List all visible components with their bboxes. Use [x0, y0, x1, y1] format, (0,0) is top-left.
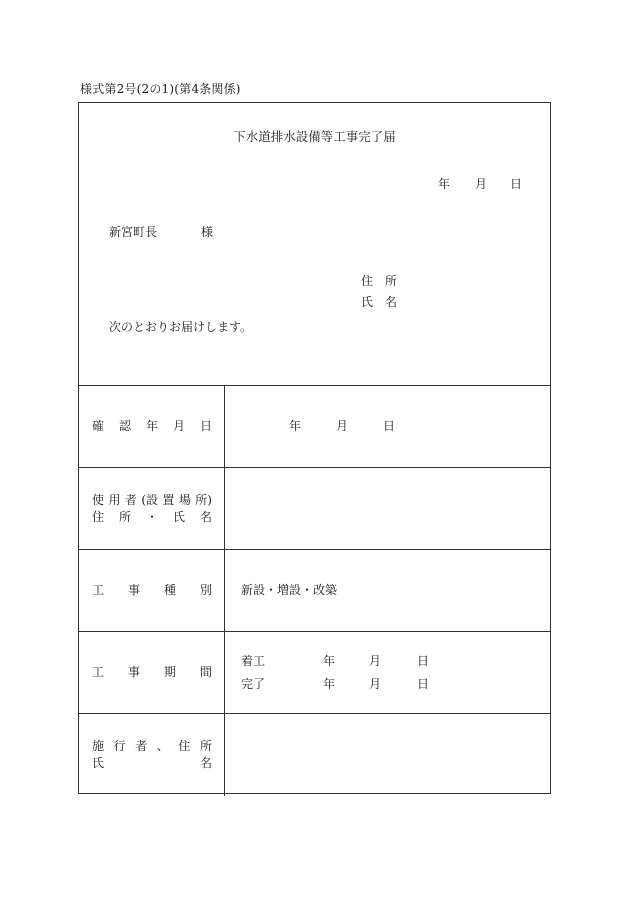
row-work-type: [79, 550, 550, 632]
confirm-year-label: 年: [289, 419, 302, 433]
applicant-address-label[interactable]: 住 所: [361, 274, 398, 288]
addressee-honorific: 様: [201, 225, 214, 239]
confirmation-date-label: 確 認 年 月 日: [79, 386, 225, 467]
contractor-label: 施 行 者 、 住 所 氏 名: [79, 714, 225, 796]
submission-date[interactable]: [438, 175, 522, 192]
applicant-block: [361, 271, 397, 313]
statement-text: 次のとおりお届けします。: [109, 320, 253, 334]
contractor-field[interactable]: [225, 714, 550, 796]
date-day-label: 日: [509, 177, 522, 191]
work-type-field[interactable]: [225, 550, 550, 631]
user-info-label: 使 用 者 (設 置 場 所) 住 所 ・ 氏 名: [79, 468, 225, 549]
addressee: [109, 223, 213, 240]
date-year-label: 年: [437, 177, 450, 191]
confirm-day-label: 日: [383, 419, 396, 433]
completion-report-form: [78, 102, 551, 794]
confirmation-date-field[interactable]: [225, 386, 550, 467]
work-type-options: 新設・増設・改築: [241, 583, 338, 597]
confirm-month-label: 月: [336, 419, 349, 433]
work-period-field[interactable]: [225, 632, 550, 713]
work-type-label: 工 事 種 別: [79, 550, 225, 631]
work-start-line[interactable]: 着工 年 月 日: [241, 650, 550, 673]
row-work-period: [79, 632, 550, 714]
row-user-info: [79, 468, 550, 550]
form-number: 様式第2号(2の1)(第4条関係): [80, 82, 241, 96]
work-end-label: 完了: [241, 676, 266, 691]
applicant-name-label[interactable]: 氏 名: [361, 295, 398, 309]
work-start-label: 着工: [241, 653, 266, 668]
form-rows: [79, 386, 550, 796]
work-period-label: 工 事 期 間: [79, 632, 225, 713]
row-confirmation-date: [79, 386, 550, 468]
row-contractor: [79, 714, 550, 796]
date-month-label: 月: [474, 177, 487, 191]
form-header-area: [79, 103, 550, 386]
user-info-field[interactable]: [225, 468, 550, 549]
addressee-name: 新宮町長: [109, 225, 158, 239]
document-title: 下水道排水設備等工事完了届: [233, 129, 396, 144]
work-end-line[interactable]: 完了 年 月 日: [241, 673, 550, 696]
